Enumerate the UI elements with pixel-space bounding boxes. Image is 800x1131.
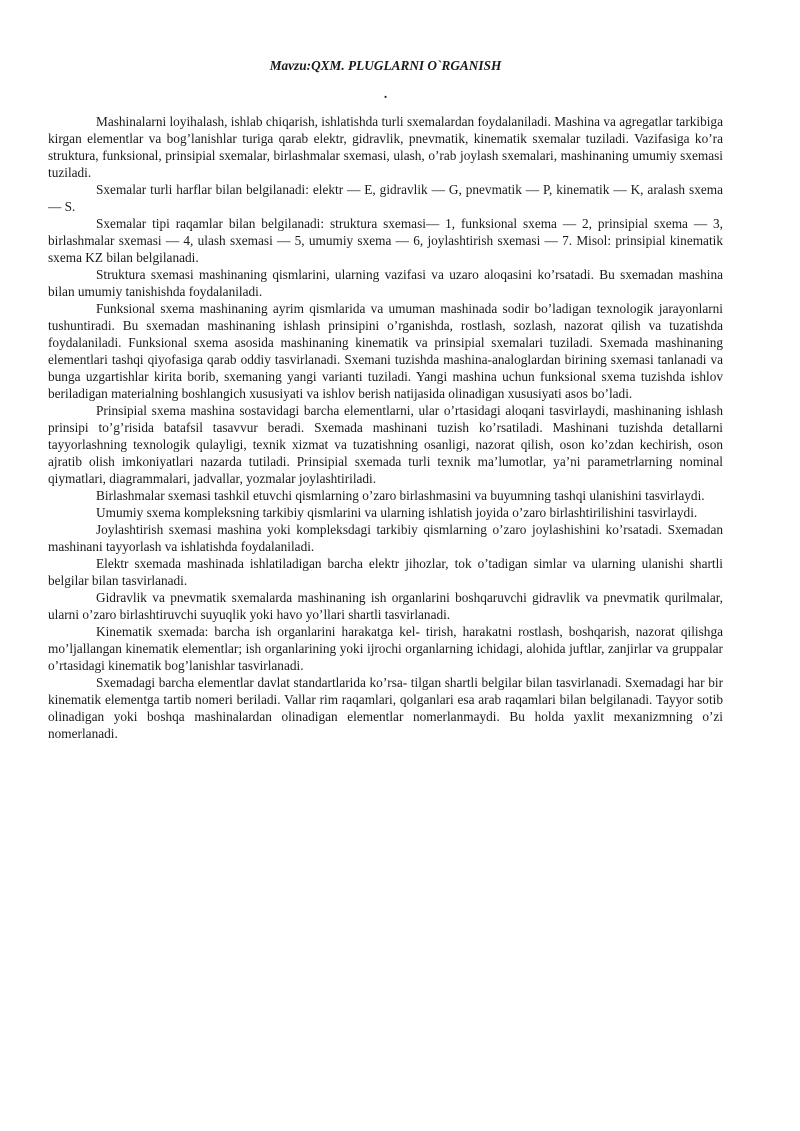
title-main: QXM. PLUGLARNI O`RGANISH [311, 58, 502, 73]
paragraph: Mashinalarni loyihalash, ishlab chiqarish, ishlatishda turli sxemalardan foydalaniladi. Mashina va agregatlar tarkibiga kirgan elementlar va bog’lanishlar turiga qarab elektr, gidravlik, pnevmatik, kinematik sxemalar tuziladi. Vazifasiga ko’ra struktura, funksional, prinsipial sxemalar, birlashmalar sxemasi, ulash, o’rab joylash sxemalari, mashinaning umumiy sxemasi tuziladi. [48, 114, 723, 180]
title-prefix: Mavzu: [269, 58, 312, 73]
paragraph: Elektr sxemada mashinada ishlatiladigan barcha elektr jihozlar, tok o’tadigan simlar va ularning ulanishi shartli belgilar bilan tasvirlanadi. [48, 556, 723, 588]
paragraph: Joylashtirish sxemasi mashina yoki kompleksdagi tarkibiy qismlarning o’zaro joylashishini ko’rsatadi. Sxemadan mashinani tayyorlash va ishlatishda foydalaniladi. [48, 522, 723, 554]
page-title [48, 57, 723, 103]
paragraph: Gidravlik va pnevmatik sxemalarda mashinaning ish organlarini boshqaruvchi gidravlik va pnevmatik qurilmalar, ularni o’zaro birlashtiruvchi suyuqlik yoki havo yo’llari shartli tasvirlanadi. [48, 590, 723, 622]
paragraph: Sxemalar tipi raqamlar bilan belgilanadi: struktura sxemasi— 1, funksional sxema — 2, prinsipial sxema — 3, birlashmalar sxemasi — 4, ulash sxemasi — 5, umumiy sxema — 6, joylashtirish sxemasi — 7. Misol: prinsipial kinematik sxema KZ bilan belgilanadi. [48, 216, 723, 265]
paragraph: Sxemalar turli harflar bilan belgilanadi: elektr — E, gidravlik — G, pnevmatik — P, kinematik — K, aralash sxema — S. [48, 182, 723, 214]
paragraph: Kinematik sxemada: barcha ish organlarini harakatga kel- tirish, harakatni rostlash, boshqarish, nazorat qilishga mo’ljallangan kinematik elementlar; ish organlarining yoki ijrochi organlarning ichidagi, alohida juftlar, zanjirlar va gruppalar o’rtasidagi kinematik bog’lanishlar tasvirlanadi. [48, 624, 723, 673]
document-body [48, 57, 723, 742]
paragraph: Sxemadagi barcha elementlar davlat standartlarida ko’rsa- tilgan shartli belgilar bilan tasvirlanadi. Sxemadagi har bir kinematik elementga tartib nomeri beriladi. Vallar rim raqamlari, qolganlari esa arab raqamlari bilan belgilanadi. Tayyor sotib olinadigan yoki boshqa mashinalardan olinadigan elementlar nomerlanmaydi. Bu holda yaxlit mexanizmning o’zi nomerlanadi. [48, 675, 723, 741]
paragraph: Funksional sxema mashinaning ayrim qismlarida va umuman mashinada sodir bo’ladigan texnologik jarayonlarni tushuntiradi. Bu sxemadan mashinaning ishlash prinsipini o’rganishda, rostlash, sozlash, nazorat qilish va tuzatishda foydalaniladi. Funksional sxema asosida mashinaning kinematik va prinsipial sxemalari tuziladi. Sxemada mashinaning elementlari tashqi qiyofasiga qarab oddiy tasvirlanadi. Sxemani tuzishda mashina-analoglardan birining sxemasi tanlanadi va bunga uzgartishlar kirita borib, sxemaning yangi varianti tuziladi. Yangi mashina uchun funksional sxema tuzishda ishlov beriladigan materialning boshlangich xususiyati va ishlov berish natijasida olinadigan xususiyati asos bo’ladi. [48, 301, 723, 401]
title-dot: . [383, 86, 388, 101]
paragraph: Birlashmalar sxemasi tashkil etuvchi qismlarning o’zaro birlashmasini va buyumning tashqi ulanishini tasvirlaydi. [96, 488, 705, 503]
paragraph: Umumiy sxema kompleksning tarkibiy qismlarini va ularning ishlatish joyida o’zaro birlashtirilishini tasvirlaydi. [96, 505, 698, 520]
paragraph: Prinsipial sxema mashina sostavidagi barcha elementlarni, ular o’rtasidagi aloqani tasvirlaydi, mashinaning ishlash prinsipi to’g’risida batafsil tasavvur beradi. Sxemada mashinani tuzish ko’rsatiladi. Mashinani tuzishda detallarni tayyorlashning texnologik qulayligi, texnik xizmat va tuzatishning osanligi, nazorat qilish, oson ko’zdan kechirish, oson ajratib olish imkoniyatlari nazarda tutiladi. Prinsipial sxemada turli texnik ma’lumotlar, ya’ni parametrlarning nominal qiymatlari, diagrammalari, jadvallar, yozmalar joylashtiriladi. [48, 403, 723, 486]
paragraph: Struktura sxemasi mashinaning qismlarini, ularning vazifasi va uzaro aloqasini ko’rsatadi. Bu sxemadan mashina bilan umumiy tanishishda foydalaniladi. [48, 267, 723, 299]
